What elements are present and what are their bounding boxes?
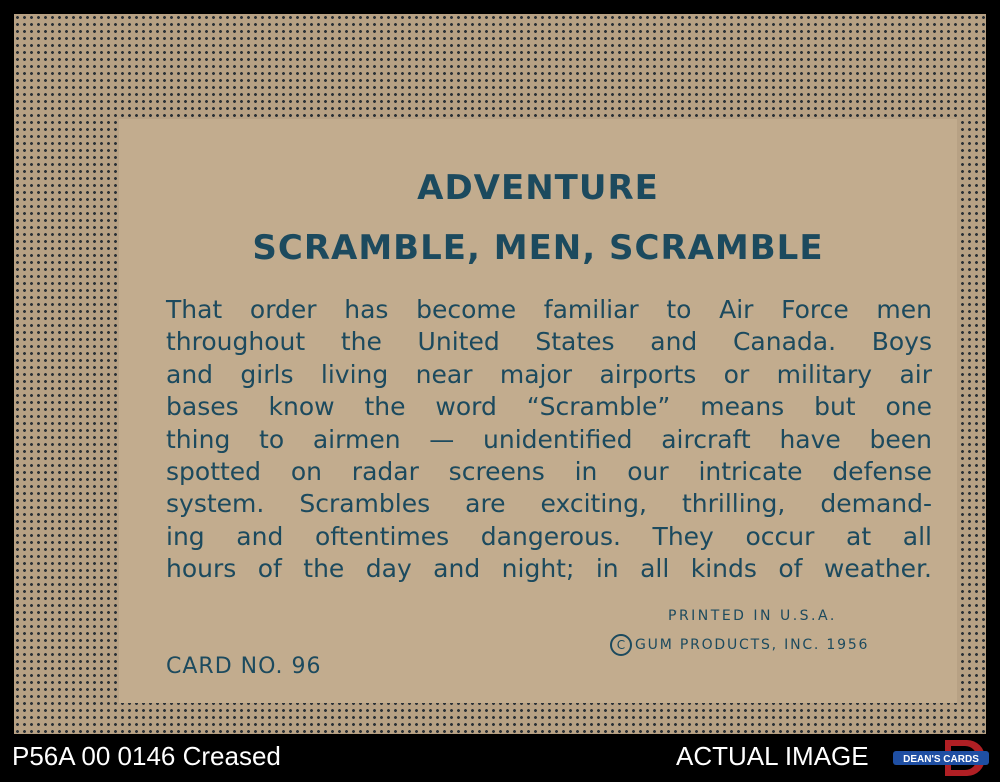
body-line: bases know the word “Scramble” means but one [166,392,932,422]
text-panel [122,122,954,700]
body-line: thing to airmen — unidentified aircraft have been [166,424,932,454]
body-line: That order has become familiar to Air Force men [166,295,932,324]
printed-in-usa: PRINTED IN U.S.A. [668,608,837,624]
card-title: SCRAMBLE, MEN, SCRAMBLE [252,228,824,268]
body-line: ing and oftentimes dangerous. They occur at all [166,521,932,551]
card-body-text [166,294,932,586]
copyright-text: GUM PRODUCTS, INC. 1956 [635,637,870,653]
body-line: system. Scrambles are exciting, thrilling, demand- [166,489,932,519]
body-line: spotted on radar screens in our intricate defense [166,457,932,487]
body-line: hours of the day and night; in all kinds of weather. [166,554,932,584]
copyright-line [610,634,869,656]
trading-card-back [14,14,986,734]
item-caption: P56A 00 0146 Creased [12,741,281,771]
deans-cards-logo-icon [893,738,989,778]
actual-image-label: ACTUAL IMAGE [676,741,869,771]
body-line: throughout the United States and Canada. Boys [166,327,932,357]
card-number: CARD NO. 96 [166,654,322,679]
copyright-icon: C [610,634,632,656]
card-heading: ADVENTURE [417,168,659,208]
logo-text: DEAN'S CARDS [903,754,979,765]
body-line: and girls living near major airports or military air [166,359,932,389]
